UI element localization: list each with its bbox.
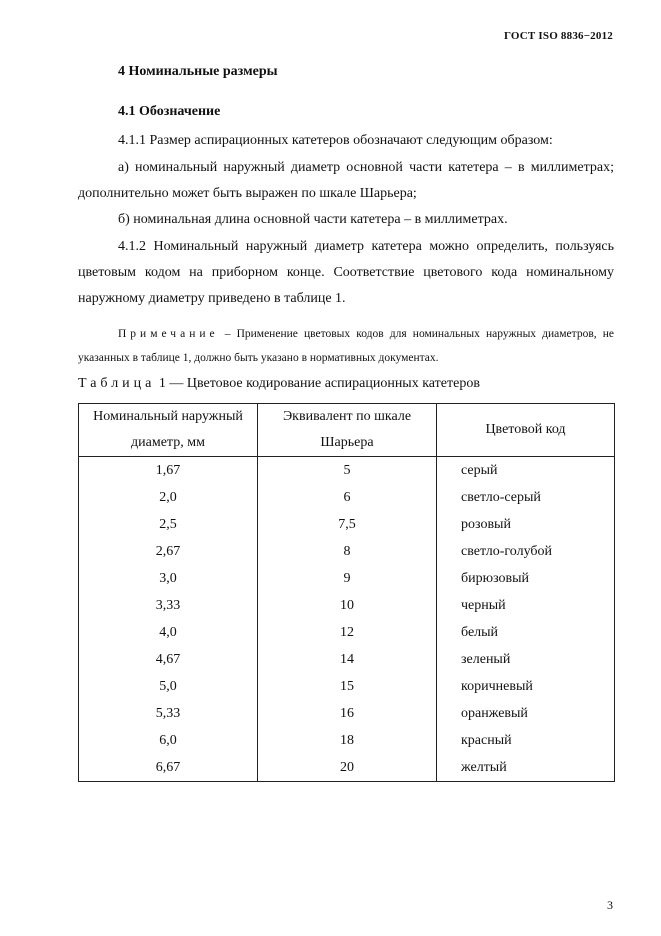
cell-color: светло-серый [437, 484, 615, 511]
cell-charriere: 8 [258, 538, 437, 565]
cell-color: коричневый [437, 673, 615, 700]
cell-charriere: 14 [258, 646, 437, 673]
cell-color: оранжевый [437, 700, 615, 727]
cell-diameter: 2,67 [79, 538, 258, 565]
cell-charriere: 9 [258, 565, 437, 592]
table-caption-text: 1 — Цветовое кодирование аспирационных катетеров [155, 376, 480, 391]
cell-diameter: 6,67 [79, 754, 258, 782]
cell-charriere: 20 [258, 754, 437, 782]
subsection-title: 4.1 Обозначение [118, 104, 221, 119]
cell-color: розовый [437, 511, 615, 538]
cell-color: светло-голубой [437, 538, 615, 565]
cell-charriere: 15 [258, 673, 437, 700]
page-number: 3 [607, 898, 613, 912]
header-color: Цветовой код [437, 404, 615, 457]
header-diameter: Номинальный наружный диаметр, мм [79, 404, 258, 457]
table-row [79, 673, 615, 700]
table-caption [78, 376, 480, 392]
table-row [79, 619, 615, 646]
cell-diameter: 2,0 [79, 484, 258, 511]
cell-diameter: 3,0 [79, 565, 258, 592]
paragraph-item-b [78, 207, 614, 233]
header-charriere: Эквивалент по шкале Шарьера [258, 404, 437, 457]
paragraph-text: а) номинальный наружный диаметр основной части катетера – в миллиметрах; дополнительно может быть выражен по шкале Шарьера; [78, 160, 614, 201]
cell-charriere: 10 [258, 592, 437, 619]
paragraph-item-a [78, 155, 614, 207]
paragraph-text: б) номинальная длина основной части катетера – в миллиметрах. [118, 212, 508, 227]
cell-diameter: 1,67 [79, 457, 258, 485]
cell-diameter: 5,0 [79, 673, 258, 700]
cell-color: белый [437, 619, 615, 646]
table-caption-label: Таблица [78, 376, 156, 391]
cell-charriere: 5 [258, 457, 437, 485]
cell-charriere: 6 [258, 484, 437, 511]
table-row [79, 511, 615, 538]
cell-color: зеленый [437, 646, 615, 673]
paragraph-4-1-1 [78, 128, 614, 154]
cell-diameter: 2,5 [79, 511, 258, 538]
cell-color: желтый [437, 754, 615, 782]
table-row [79, 754, 615, 782]
cell-color: черный [437, 592, 615, 619]
paragraph-text: 4.1.2 Номинальный наружный диаметр катетера можно определить, пользуясь цветовым кодом на приборном конце. Соответствие цветового кода номинальному наружному диаметру приведено в таблице 1. [78, 239, 614, 306]
cell-diameter: 4,0 [79, 619, 258, 646]
note [78, 322, 614, 370]
cell-diameter: 5,33 [79, 700, 258, 727]
cell-color: красный [437, 727, 615, 754]
table-row [79, 700, 615, 727]
cell-diameter: 4,67 [79, 646, 258, 673]
note-label: Примечание [118, 328, 219, 340]
cell-diameter: 3,33 [79, 592, 258, 619]
table-row [79, 457, 615, 485]
document-code: ГОСТ ISO 8836−2012 [503, 30, 613, 42]
section-title: 4 Номинальные размеры [118, 64, 278, 79]
table-row [79, 484, 615, 511]
cell-charriere: 7,5 [258, 511, 437, 538]
table-row [79, 565, 615, 592]
cell-color: серый [437, 457, 615, 485]
cell-charriere: 16 [258, 700, 437, 727]
table-row [79, 727, 615, 754]
cell-color: бирюзовый [437, 565, 615, 592]
paragraph-text: 4.1.1 Размер аспирационных катетеров обозначают следующим образом: [118, 133, 553, 148]
table-row [79, 538, 615, 565]
paragraph-4-1-2 [78, 234, 614, 312]
table-row [79, 646, 615, 673]
table-header-row [79, 404, 615, 457]
color-code-table [78, 403, 615, 782]
note-text: – Применение цветовых кодов для номинальных наружных диаметров, не указанных в таблице 1, должно быть указано в нормативных документах. [78, 328, 614, 364]
table-row [79, 592, 615, 619]
cell-charriere: 18 [258, 727, 437, 754]
cell-diameter: 6,0 [79, 727, 258, 754]
cell-charriere: 12 [258, 619, 437, 646]
